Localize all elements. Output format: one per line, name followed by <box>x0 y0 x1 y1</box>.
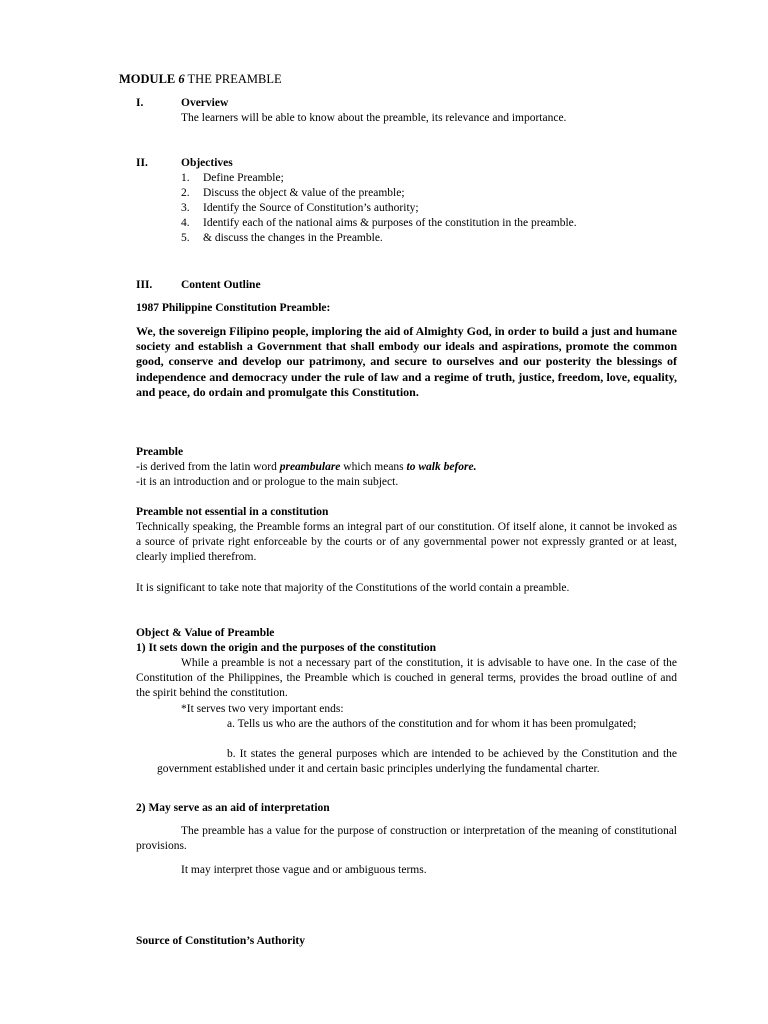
definition-text: -is derived from the latin word <box>136 461 280 473</box>
module-number: 6 <box>178 72 185 86</box>
section-numeral-overview: I. <box>136 97 144 109</box>
definition-text: which means <box>340 461 407 473</box>
list-item <box>181 216 677 231</box>
end-b <box>157 747 677 777</box>
object-value-para-1: While a preamble is not a necessary part of the constitution, it is advisable to have one. In the case of the Constitution of the Philippines, the Preamble which is couched in general terms, provides the broad outline of and the spirit behind the constitution. <box>136 657 677 699</box>
objectives-list <box>181 171 677 246</box>
preamble-text: We, the sovereign Filipino people, imploring the aid of Almighty God, in order to build a just and humane society and establish a Government that shall embody our ideals and aspirations, promote the common good, conserve and develop our patrimony, and secure to ourselves and our posterity the blessings of independence and democracy under the rule of law and a regime of truth, justice, freedom, love, equality, and peace, do ordain and promulgate this Constitution. <box>136 324 677 399</box>
source-heading: Source of Constitution’s Authority <box>136 935 305 947</box>
list-number: 2. <box>181 187 190 199</box>
not-essential-heading: Preamble not essential in a constitution <box>136 506 329 518</box>
end-b-text: b. It states the general purposes which are intended to be achieved by the Constitution and the government established under it and certain basic principles underlying the fundamental charter. <box>157 748 677 775</box>
list-item <box>181 186 677 201</box>
list-text: Define Preamble; <box>203 172 284 184</box>
definition-line-1 <box>136 460 677 475</box>
list-item <box>181 171 677 186</box>
latin-word: preambulare <box>279 461 341 473</box>
preamble-heading: 1987 Philippine Constitution Preamble: <box>136 302 331 314</box>
object-value-heading: Object & Value of Preamble <box>136 627 275 639</box>
word-meaning: to walk before. <box>406 461 477 473</box>
point-1: 1) It sets down the origin and the purposes of the constitution <box>136 642 436 654</box>
list-number: 5. <box>181 232 190 244</box>
list-number: 3. <box>181 202 190 214</box>
list-number: 1. <box>181 172 190 184</box>
point-2: 2) May serve as an aid of interpretation <box>136 802 330 814</box>
section-heading-content: Content Outline <box>181 279 261 291</box>
module-name: THE PREAMBLE <box>187 72 282 86</box>
list-item <box>181 201 677 216</box>
object-value-para-3: It may interpret those vague and or ambiguous terms. <box>181 864 427 876</box>
list-item <box>181 231 677 246</box>
not-essential-para-2: It is significant to take note that majority of the Constitutions of the world contain a preamble. <box>136 582 570 594</box>
list-text: Discuss the object & value of the preamble; <box>203 187 405 199</box>
module-title <box>119 72 282 87</box>
module-prefix: MODULE <box>119 72 176 86</box>
module-label <box>119 72 185 86</box>
list-number: 4. <box>181 217 190 229</box>
list-text: & discuss the changes in the Preamble. <box>203 232 383 244</box>
section-numeral-content: III. <box>136 279 153 291</box>
serves-line: *It serves two very important ends: <box>181 703 344 715</box>
section-heading-overview: Overview <box>181 97 229 109</box>
not-essential-para-1: Technically speaking, the Preamble forms an integral part of our constitution. Of itself alone, it cannot be invoked as a source of private right enforceable by the courts or of any governmental power not expressly granted or at least, clearly implied therefrom. <box>136 521 677 563</box>
object-value-para-2: The preamble has a value for the purpose of construction or interpretation of the meaning of constitutional provisions. <box>136 825 677 852</box>
end-a-text: a. Tells us who are the authors of the constitution and for whom it has been promulgated; <box>227 718 637 730</box>
list-text: Identify the Source of Constitution’s authority; <box>203 202 419 214</box>
section-numeral-objectives: II. <box>136 157 148 169</box>
definition-line-2: -it is an introduction and or prologue to the main subject. <box>136 476 399 488</box>
definition-heading: Preamble <box>136 446 184 458</box>
list-text: Identify each of the national aims & purposes of the constitution in the preamble. <box>203 217 577 229</box>
end-a <box>157 717 677 732</box>
overview-text: The learners will be able to know about the preamble, its relevance and importance. <box>181 112 567 124</box>
section-heading-objectives: Objectives <box>181 157 233 169</box>
